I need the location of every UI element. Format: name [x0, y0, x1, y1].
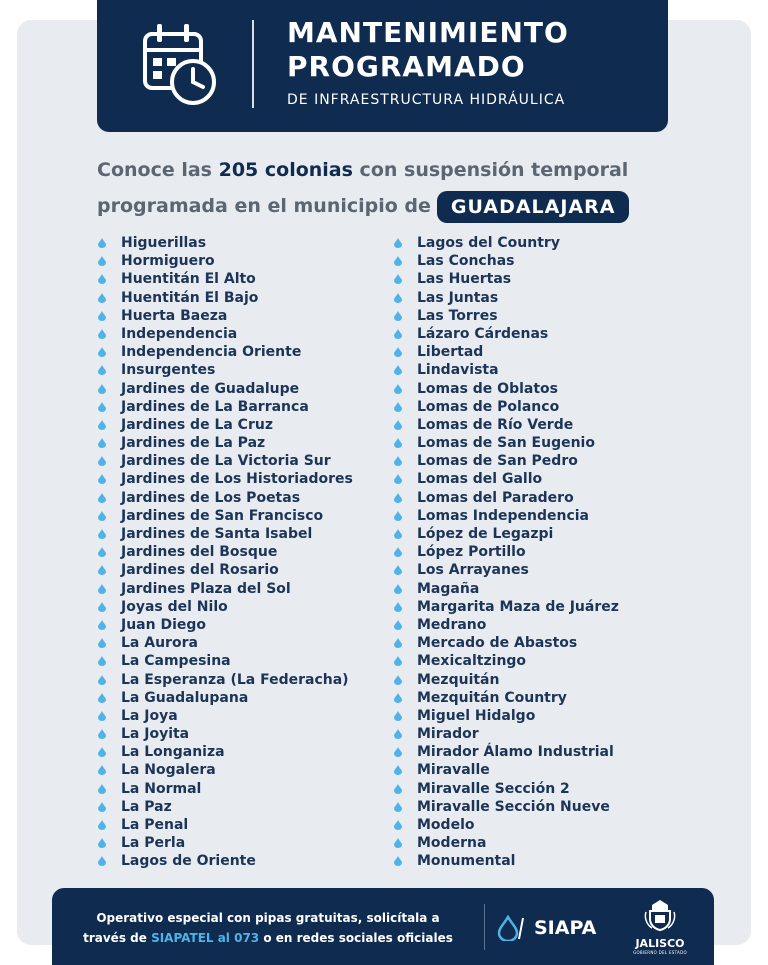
colonia-name: Jardines del Rosario [121, 562, 279, 579]
colonia-item [97, 743, 353, 761]
colonia-name: Mirador [417, 726, 479, 743]
siapa-logo-text: SIAPA [534, 917, 597, 939]
colonia-name: Lomas Independencia [417, 507, 589, 524]
water-drop-bullet-icon [98, 765, 106, 775]
colonia-item [97, 725, 353, 743]
colonia-item [97, 325, 353, 343]
colonia-item [393, 543, 619, 561]
water-drop-bullet-icon [98, 293, 106, 303]
footer-line-2 [62, 928, 474, 948]
water-drop-bullet-icon [98, 802, 106, 812]
water-drop-bullet-icon [394, 765, 402, 775]
colonias-list-left [97, 234, 353, 871]
water-drop-bullet-icon [394, 638, 402, 648]
colonia-name: Miravalle Sección Nueve [417, 798, 610, 815]
header-divider [252, 20, 254, 108]
colonia-item [393, 671, 619, 689]
water-drop-bullet-icon [394, 511, 402, 521]
colonia-name: Miravalle Sección 2 [417, 780, 570, 797]
colonia-name: Mezquitán [417, 671, 500, 688]
colonia-name: Monumental [417, 853, 516, 870]
water-drop-bullet-icon [98, 274, 106, 284]
colonia-item [97, 707, 353, 725]
water-drop-bullet-icon [394, 820, 402, 830]
colonia-name: Huentitán El Bajo [121, 289, 259, 306]
colonia-item [97, 507, 353, 525]
water-drop-bullet-icon [394, 474, 402, 484]
water-drop-bullet-icon [98, 347, 106, 357]
colonia-item [393, 398, 619, 416]
colonia-item [393, 234, 619, 252]
water-drop-bullet-icon [98, 511, 106, 521]
colonia-item [97, 561, 353, 579]
water-drop-bullet-icon [394, 420, 402, 430]
water-drop-bullet-icon [394, 402, 402, 412]
siapa-logo [496, 914, 596, 942]
water-drop-icon [496, 915, 530, 941]
colonia-item [393, 307, 619, 325]
water-drop-bullet-icon [394, 456, 402, 466]
water-drop-bullet-icon [98, 656, 106, 666]
colonia-name: Los Arrayanes [417, 562, 529, 579]
colonia-item [97, 452, 353, 470]
water-drop-bullet-icon [98, 438, 106, 448]
colonia-name: Miravalle [417, 762, 490, 779]
colonia-name: Las Conchas [417, 253, 515, 270]
water-drop-bullet-icon [394, 838, 402, 848]
water-drop-bullet-icon [394, 802, 402, 812]
colonia-name: La Campesina [121, 653, 231, 670]
colonia-item [393, 452, 619, 470]
colonia-name: Lázaro Cárdenas [417, 325, 549, 342]
colonia-name: La Joya [121, 707, 178, 724]
title-line-2: PROGRAMADO [287, 50, 526, 83]
water-drop-bullet-icon [98, 420, 106, 430]
colonia-name: Jardines de La Barranca [121, 398, 309, 415]
colonia-name: Insurgentes [121, 362, 216, 379]
footer-line-2-pre: través de [83, 931, 152, 945]
colonia-name: Mexicaltzingo [417, 653, 527, 670]
colonia-item [97, 252, 353, 270]
water-drop-bullet-icon [98, 784, 106, 794]
colonia-item [393, 707, 619, 725]
colonia-item [393, 834, 619, 852]
colonia-item [97, 361, 353, 379]
water-drop-bullet-icon [394, 565, 402, 575]
colonia-item [393, 798, 619, 816]
colonia-item [97, 470, 353, 488]
colonia-item [393, 361, 619, 379]
colonia-name: La Joyita [121, 726, 190, 743]
water-drop-bullet-icon [394, 856, 402, 866]
water-drop-bullet-icon [98, 456, 106, 466]
water-drop-bullet-icon [394, 347, 402, 357]
colonia-name: Jardines de La Victoria Sur [121, 453, 331, 470]
colonia-name: Jardines de La Paz [121, 435, 266, 452]
water-drop-bullet-icon [394, 584, 402, 594]
colonia-item [97, 671, 353, 689]
colonia-item [97, 834, 353, 852]
colonia-name: Hormiguero [121, 253, 215, 270]
colonia-item [97, 780, 353, 798]
siapatel-phone: SIAPATEL al 073 [151, 931, 260, 945]
colonia-name: Libertad [417, 344, 484, 361]
water-drop-bullet-icon [98, 493, 106, 503]
colonia-item [97, 380, 353, 398]
colonia-item [393, 507, 619, 525]
colonia-item [393, 598, 619, 616]
colonia-item [393, 252, 619, 270]
colonia-item [393, 561, 619, 579]
jalisco-logo-text: JALISCO [635, 937, 685, 950]
water-drop-bullet-icon [394, 329, 402, 339]
colonia-name: Juan Diego [121, 616, 207, 633]
colonia-item [97, 761, 353, 779]
colonia-name: Independencia [121, 325, 238, 342]
water-drop-bullet-icon [98, 856, 106, 866]
colonia-name: La Longaniza [121, 744, 225, 761]
water-drop-bullet-icon [394, 365, 402, 375]
colonia-item [393, 580, 619, 598]
colonia-item [97, 434, 353, 452]
water-drop-bullet-icon [394, 747, 402, 757]
water-drop-bullet-icon [98, 547, 106, 557]
colonia-name: Moderna [417, 835, 487, 852]
water-drop-bullet-icon [98, 474, 106, 484]
colonia-name: Magaña [417, 580, 480, 597]
colonia-name: Mercado de Abastos [417, 635, 578, 652]
colonia-item [393, 470, 619, 488]
colonia-name: Jardines de Guadalupe [121, 380, 300, 397]
colonia-name: La Nogalera [121, 762, 216, 779]
water-drop-bullet-icon [98, 638, 106, 648]
water-drop-bullet-icon [394, 729, 402, 739]
colonia-item [97, 543, 353, 561]
colonia-name: Lagos de Oriente [121, 853, 256, 870]
colonia-item [97, 852, 353, 870]
colonia-item [393, 689, 619, 707]
colonia-item [97, 343, 353, 361]
colonia-item [97, 489, 353, 507]
water-drop-bullet-icon [394, 493, 402, 503]
water-drop-bullet-icon [394, 529, 402, 539]
colonia-item [97, 234, 353, 252]
water-drop-bullet-icon [394, 656, 402, 666]
colonia-name: Lomas de San Eugenio [417, 435, 595, 452]
water-drop-bullet-icon [394, 274, 402, 284]
colonia-name: La Perla [121, 835, 186, 852]
colonia-item [393, 416, 619, 434]
colonia-item [97, 652, 353, 670]
intro-line-2 [97, 188, 629, 224]
colonia-name: Miguel Hidalgo [417, 707, 536, 724]
water-drop-bullet-icon [98, 820, 106, 830]
footer-banner [52, 888, 714, 965]
calendar-clock-icon [141, 20, 219, 108]
water-drop-bullet-icon [98, 384, 106, 394]
colonia-item [97, 816, 353, 834]
colonia-item [393, 489, 619, 507]
colonia-item [393, 434, 619, 452]
water-drop-bullet-icon [98, 329, 106, 339]
footer-line-1: Operativo especial con pipas gratuitas, solicítala a [96, 911, 440, 925]
colonia-name: Jardines de La Cruz [121, 416, 273, 433]
water-drop-bullet-icon [394, 711, 402, 721]
water-drop-bullet-icon [394, 311, 402, 321]
page-subtitle: DE INFRAESTRUCTURA HIDRÁULICA [287, 92, 566, 108]
colonia-name: Jardines de San Francisco [121, 507, 324, 524]
jalisco-logo [628, 898, 692, 955]
water-drop-bullet-icon [394, 293, 402, 303]
colonia-name: Jardines de Los Poetas [121, 489, 301, 506]
water-drop-bullet-icon [394, 693, 402, 703]
colonia-name: Jardines Plaza del Sol [121, 580, 291, 597]
colonia-name: Las Huertas [417, 271, 512, 288]
colonia-item [97, 307, 353, 325]
colonia-name: Lomas de San Pedro [417, 453, 578, 470]
colonia-item [97, 270, 353, 288]
colonia-name: La Penal [121, 817, 189, 833]
colonia-item [97, 798, 353, 816]
colonia-name: Mezquitán Country [417, 689, 567, 706]
water-drop-bullet-icon [394, 238, 402, 248]
water-drop-bullet-icon [98, 602, 106, 612]
water-drop-bullet-icon [394, 784, 402, 794]
water-drop-bullet-icon [98, 620, 106, 630]
colonia-name: Lomas de Río Verde [417, 416, 574, 433]
intro-text [97, 152, 629, 224]
colonias-list-right [393, 234, 619, 871]
colonia-item [393, 852, 619, 870]
colonia-name: Lomas del Paradero [417, 489, 574, 506]
colonia-item [97, 289, 353, 307]
colonia-item [393, 634, 619, 652]
water-drop-bullet-icon [394, 602, 402, 612]
water-drop-bullet-icon [98, 675, 106, 685]
colonia-item [393, 525, 619, 543]
colonia-item [393, 816, 619, 834]
colonia-name: Lindavista [417, 362, 499, 379]
footer-line-2-post: o en redes sociales oficiales [259, 931, 453, 945]
footer-divider [484, 904, 485, 950]
colonia-item [393, 289, 619, 307]
colonia-name: López de Legazpi [417, 526, 554, 542]
colonia-name: Huentitán El Alto [121, 271, 256, 288]
water-drop-bullet-icon [394, 438, 402, 448]
water-drop-bullet-icon [98, 729, 106, 739]
water-drop-bullet-icon [98, 584, 106, 594]
colonia-name: Joyas del Nilo [121, 598, 228, 615]
colonia-name: Huerta Baeza [121, 307, 228, 324]
colonia-item [393, 761, 619, 779]
water-drop-bullet-icon [98, 365, 106, 375]
intro-part-2: con suspensión temporal [352, 159, 629, 181]
intro-line-2-text: programada en el municipio de [97, 195, 431, 217]
water-drop-bullet-icon [394, 620, 402, 630]
water-drop-bullet-icon [98, 838, 106, 848]
colonia-name: Las Torres [417, 307, 498, 324]
colonia-item [97, 525, 353, 543]
colonia-name: Lagos del Country [417, 235, 560, 251]
colonia-item [393, 725, 619, 743]
title-line-1: MANTENIMIENTO [287, 16, 569, 49]
water-drop-bullet-icon [98, 565, 106, 575]
city-badge: GUADALAJARA [437, 191, 630, 223]
water-drop-bullet-icon [98, 256, 106, 266]
colonia-name: Higuerillas [121, 235, 207, 251]
colonia-item [97, 598, 353, 616]
colonia-name: Lomas de Polanco [417, 398, 560, 415]
colonia-name: Jardines del Bosque [121, 544, 278, 561]
water-drop-bullet-icon [394, 256, 402, 266]
jalisco-seal-icon [643, 898, 677, 932]
colonia-name: La Aurora [121, 635, 198, 652]
colonia-item [97, 689, 353, 707]
colonia-item [393, 325, 619, 343]
colonia-item [393, 270, 619, 288]
colonia-item [97, 398, 353, 416]
colonia-item [393, 343, 619, 361]
water-drop-bullet-icon [98, 238, 106, 248]
colonia-name: Modelo [417, 817, 475, 833]
intro-part-1: Conoce las [97, 159, 219, 181]
colonia-name: Las Juntas [417, 289, 499, 306]
colonia-item [393, 652, 619, 670]
colonia-name: La Normal [121, 780, 202, 797]
water-drop-bullet-icon [98, 747, 106, 757]
water-drop-bullet-icon [98, 529, 106, 539]
colonias-count: 205 colonias [218, 159, 353, 181]
water-drop-bullet-icon [98, 311, 106, 321]
jalisco-logo-subtext: GOBIERNO DEL ESTADO [633, 950, 687, 955]
colonia-name: La Esperanza (La Federacha) [121, 671, 349, 688]
water-drop-bullet-icon [98, 711, 106, 721]
water-drop-bullet-icon [394, 384, 402, 394]
colonia-name: La Paz [121, 798, 172, 815]
colonia-name: Lomas de Oblatos [417, 380, 558, 397]
colonia-name: La Guadalupana [121, 689, 249, 706]
colonia-item [97, 416, 353, 434]
colonia-item [393, 616, 619, 634]
colonia-name: López Portillo [417, 544, 526, 561]
colonia-item [97, 616, 353, 634]
water-drop-bullet-icon [98, 402, 106, 412]
colonia-name: Medrano [417, 616, 487, 633]
colonia-name: Mirador Álamo Industrial [417, 744, 614, 761]
colonia-item [393, 380, 619, 398]
colonia-name: Independencia Oriente [121, 344, 302, 361]
colonia-name: Lomas del Gallo [417, 471, 543, 488]
colonia-item [393, 743, 619, 761]
colonia-name: Margarita Maza de Juárez [417, 598, 619, 615]
footer-text [62, 908, 474, 948]
water-drop-bullet-icon [394, 547, 402, 557]
header-banner [97, 0, 668, 132]
page-title [287, 16, 569, 84]
water-drop-bullet-icon [98, 693, 106, 703]
intro-line-1 [97, 152, 629, 188]
colonia-item [97, 580, 353, 598]
water-drop-bullet-icon [394, 675, 402, 685]
colonia-name: Jardines de Los Historiadores [121, 471, 353, 488]
colonia-item [393, 780, 619, 798]
colonia-name: Jardines de Santa Isabel [121, 526, 313, 542]
colonia-item [97, 634, 353, 652]
